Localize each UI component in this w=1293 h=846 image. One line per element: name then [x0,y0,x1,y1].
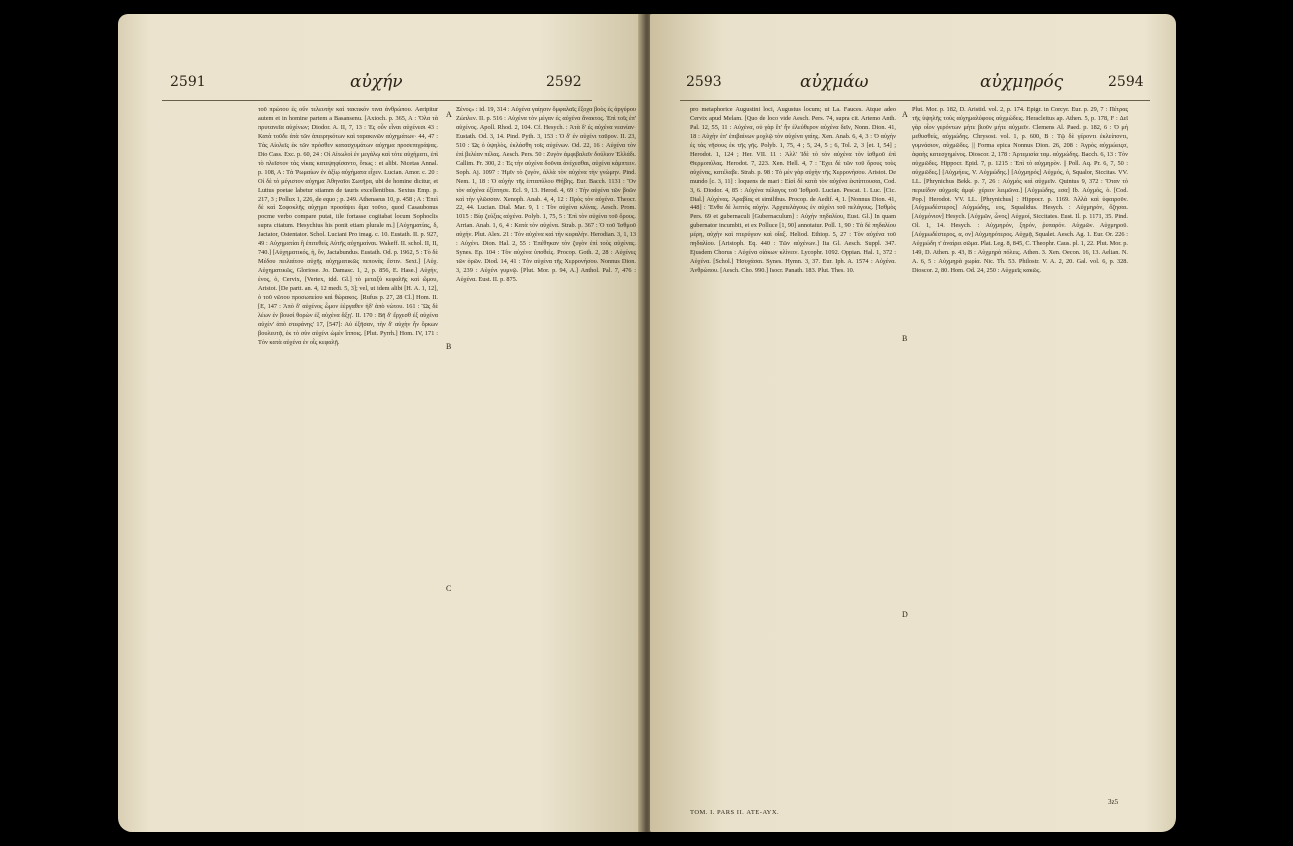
text-column [912,106,1128,806]
left-page [118,14,644,832]
text-column [258,106,438,806]
column-marker: A [902,110,908,119]
running-headword: αὐχμηρός [980,72,1064,92]
column-marker: D [902,610,908,619]
page-number: 2591 [170,74,206,90]
page-footer: TOM. I. PARS II. ΑΤΕ-ΑΥΧ. [690,809,780,816]
signature-mark: 3z5 [1108,798,1119,806]
running-headword: αὐχήν [350,72,403,92]
page-number: 2592 [546,74,582,90]
right-page [650,14,1176,832]
header-rule [680,100,1150,101]
column-text: τοῦ πρώτου ἐς οὖν τελευτὴν καὶ τακτικόν τινα ἀνθρώπου. Aeripitur autem et in homine partem a Basansenu. [Axioch. p. 365, A : Ὅλα τὰ πρυτανεῖα αὐχένων; Diodor. A. II, 7, 13 : Ἐς οὖν εἶναι αὐχένεσι 43 : Κατὰ τοῦδε ἀτὰ τῶν ἀπειρηκότων καὶ ταρακινῶν αὐχημάτων· 44, 47 : Τὰς Αἰολεῖς ἐκ τῶν πρόσθεν κατασχυμάτων αὐχημα προσεπιγράψας. Dio Cass. Exc. p. 60, 24 : Οἱ Αἰτωλοὶ ἐν μεγάλῳ καὶ τότε αὐχήματι, ἐπὶ τὸ πλεῖστον τὰς νίκας κατεψηφίσαντο, ὅπως : et alibi. Nicetas Annal. p. 108, A : Τὰ Ῥωμαίων ἐν ἀξίῳ αὐχήματα εἶχεν. Lucian. Amor. c. 20 : Οἱ δὲ τὸ μέγιστον αὐχημα Ἀθηναῖοι Σωτῆρα, ubi de homine dicitur, et Luttus poetae labetur stiamm de tauris excellentibus. Sextus Emp. p. 217, 3 ; Pollux 1, 226, de equo ; p. 249. Athenaeus 10, p. 458 ; A : Ἐπεὶ δὲ καὶ Σοφοκλῆς αὐχημα προσάψει ἄμα τοῦτο, quod Casaubonus pocme verbo compare putat, iile fortasse cogitabat locum Sophoclis supra citatum. Hesychius his ponit etiam plurale m.] [Αὐχηματίας, δ, Jactator, Ostentator. Schol. Luciani Pro imag. c. 10. Eustath. II. p. 927, 49 : Αὐχηματίαι ἢ ἐπιτεθείς Αὐτῆς αὐχημαίναι. Wakeff. II. schol. II, II, 740.] [Αὐχηματικός, ἡ, ὄν, Jactabundus. Eustath. Od. p. 1962, 5 : Τὸ δὲ Μέδου πειλαίτου αὐχῆς αὐχηματικῶς πεπονὰς ἔστιν. Sext.] [Αὐχ. Αὐχηματικῶς, Gloriose. Jo. Damasc. 1, 2, p. 856, E. Hase.] Αὐχήν, ένος, ὁ, Cervix, [Vertex, idd. Gl.] τὸ μεταξὺ κεφαλῆς καὶ ὤμου, Aristot. [De partt. an. 4, 12 medi. 5, 3]; vel, ut idem alibi [H. A. 1, 12], ὁ τοῦ νῶτου προσωπείου καὶ θώρακος. [Rufus p. 27, 28 Cl.] Hom. II. [E, 147 : Ἀπὸ δ' αὐχένος ὦμον ἐέργαθεν ἠδ' ἀπὸ νώτου. 161 : Ὣς δὲ λέων ἐν βουσὶ θορὼν ἐξ αὐχένα ἄξῃ'. II. 170 : Βῆ δ' ἔρχεσθ ἐξ αὐχένα αὐχὲν' ἀπὸ στεφάνης' 17, [547]: Αὐ ἐξῆσαν, τὴν δ' αὐχὴν ἦν ὄρκων βουλευτᾷ, ἐκ τὸ σὺν αὐχένι ὡμὲν ἵπποις. [Plut. Pyrrh.] Hom. IV, 171 : Τὸν κατὰ αὐχένα ἐν οἷς κεφαλῇ. [258,106,438,346]
left-page-header [118,72,644,96]
text-column [690,106,896,806]
header-rule [162,100,592,101]
open-book [118,14,1176,832]
column-text: Ξένος» : id. 19, 314 : Αὐχένα γαίῃσιν ὄμφαλαῖς ἔξοχα βοὸς ἐς ἀργύρου Ζώπλεν. II. p. 516 : Αὐχένα τὸν μέγαν ἐς αὐχένα ἄνακτος. Ἐπὶ τοῖς ἐπ' αὐχένος. Apoll. Rhod. 2, 104. Cf. Hesych. : Ἀτὰ δ' ἐς αὐχένα νεανίαν· Eustath. Od. 3, 14. Pind. Pyth. 3, 153 : Ὁ δ' ἐν αὐχένι ταῦρον. II. 23, 510 : Ὡς ὁ ὑψηλὸς, ἐκλάσθη τοῖς αὐχένων. Od. 22, 16 : Αὐχένα τὸν ἐπὶ βελέαν πέλας. Aesch. Pers. 50 : Ζυγὸν ἀμφιβαλεῖν δούλιον Ἑλλάδι. Callim. Fr. 300, 2 : Ἐς τὴν αὐχένα δοῦναι ἀνέχεσθαι, αὐχένα κάμπτειν. Soph. Aj. 1097 : Ἡμῖν τὸ ζυγὸν, ἀλλὰ τὸν αὐχένα τὴν γνώμην. Pind. Nem. 1, 18 : Ὁ αὐχὴν τῆς ἑπταπύλου Θήβης. Eur. Bacch. 1131 : Ὃν τὸν αὐχένα ἐξίπτησε. Ecl. 9, 13. Herod. 4, 69 : Τὴν αὐχένα τῶν βοῶν καὶ τὴν γλῶσσαν. Xenoph. Anab. 4, 4, 12 : Πρὸς τὸν αὐχένα. Theocr. 22, 44. Lucian. Dial. Mar. 9, 1 : Τὸν αὐχένα κλίνας. Aesch. Prom. 1015 : Βίᾳ ζεύξας αὐχένα. Polyb. 1, 75, 5 : Ἐπὶ τὸν αὐχένα τοῦ ὄρους. Arrian. Anab. 1, 6, 4 : Κατὰ τὸν αὐχένα. Strab. p. 367 : Ὁ τοῦ Ἰσθμοῦ αὐχήν. Plut. Alex. 21 : Τὸν αὐχένα καὶ τὴν κεφαλὴν. Herodian. 3, 1, 13 : Αὐχένι. Dion. Hal. 2, 55 : Ἐπέθηκαν τὸν ζυγὸν ἐπὶ τοὺς αὐχένας. Synes. Ep. 104 : Τὸν αὐχένα ὑποθεὶς. Procop. Goth. 2, 28 : Αὐχένες τῶν ὀρῶν. Diod. 14, 41 : Τὸν αὐχένα τῆς Χερρονήσου. Nonnus Dion. 3, 239 : Αὐχένι γυμνῷ. [Plut. Mor. p. 94, A.] Anthol. Pal. 7, 476 : Αὐχένα. Eust. II. p. 875. [456,106,636,284]
running-headword: αὐχμάω [800,72,869,92]
column-text: pro metaphorice Augustini loci, Augustus locum; ut La. Fauces. Atque adeo Cervix apud Melam. [Quo de loco vide Aesch. Pers. 74, supra cit. Artemo Anth. Pal. 12, 55, 11 : Αὐχένα, οὐ γὰρ ἔτ' ἦν ἐλεύθερον αὐχένα δεῖν, Nonn. Dion. 41, 18 : Αὐχὴν ἐπ' ἐπιβαίνων μοχλῷ τὸν αὐχένα γαίης. Xen. Anab. 6, 4, 3 : Ὁ αὐχὴν ἐς τὰς νῆσους ἐκ τῆς γῆς. Polyb. 1, 75, 4 ; 5, 24, 5 ; 6, Tol. 2, 3 [et. I, 54] ; Herodot. 1, 124 ; Her. VII. 11 : Ἀλλ' Ἰδὲ τὸ τὸν αὐχένα τὸν ἰσθμοῦ ἐπὶ Θερμοπύλας. Herodot. 7, 223. Xen. Hell. 4, 7 : Ἔχει δὲ τῶν τοῦ ὄρους τοὺς αὐχένας, κατέλαβε. Strab. p. 98 : Τὸ μὲν γὰρ αὐχὴν τῆς Χερρονήσου. Aristot. De mundo [c. 3, 11] : loquens de mari : Εἰσὶ δὲ κατὰ τὸν αὐχένα ἐκπίπτουσαι, Cod. 3, 6. Diodor. 4, 85 : Αὐχένα πέλαγος τοῦ Ἰσθμοῦ. Lucian. Pescat. 1. Luc. [Cic. Dial.] Αὐχένας. Ἀραβίας et similibus. Procop. de Aedif. 4, 1. [Nonnus Dion. 41, 448] : Ἔνθα δὲ λεπτὸς αὐχὴν. Ἀρχιπελάγους ἐν αὐχένι τοῦ πελάγους. [Ἰσθμὸς Pers. 69 et gubernaculi [Gubernaculum] : Αὐχὴν πηδαλίου, Eust. Gl.] In quam gubernator incumbit, et ex Polluce [1, 90] annotatur. Poll. 1, 90 : Τὰ δὲ πηδαλίου μέρη, αὐχὴν καὶ πτερύγιον καὶ οἴαξ. Heliod. Ethiop. 5, 27 : Τὸν αὐχένα τοῦ πηδαλίου. [Aristoph. Eq. 440 : Τῶν αὐχένων.] Ita Gl. Aesch. Suppl. 347. Ejusdem Chorus : Αὐχένα οἰάκων κλίνειν. Lycophr. 1092. Oppian. Hal. 1, 372 : Αὐχένα. [Schol.] Ἡσυχάσαι. Synes. Hymn. 3, 37. Eur. Iph. A. 1574 : Αὐχένα. Ἀνθρώπου. [Aesch. Cho. 990.] Isocr. Panath. 183. Plut. Thes. 10. [690,106,896,275]
page-number: 2593 [686,74,722,90]
right-page-header [650,72,1176,96]
text-column [456,106,636,806]
column-marker: C [446,584,452,593]
column-marker: B [446,342,452,351]
column-marker: A [446,110,452,119]
page-number: 2594 [1108,74,1144,90]
column-text: Plut. Mor. p. 182, D. Aristid. vol. 2, p. 174. Epigr. in Corcyr. Eur. p. 29, 7 : Πέτρας τῆς ὑψηλῆς τοὺς αὐχημαλύφους αὐχμώδεις. Heracleitus ap. Athen. 5, p. 178, F : Δεῖ γὰρ οἶον γερόντων μήτε βιοῦν μήτε αὐχμεῖν. Clemens Al. Paed. p. 182, 6 : Ὁ μὴ μεθυσθείς, αὐχμώδης. Chrysost. vol. 1, p. 600, B : Τῷ δὲ γέροντι ἐκλείποντι, γυμνάσιον, αὐχμῶδες. || Forma epica Nonnus Dion. 26, 208 : Ἀγρὸς αὐχμώειςσ, ἀφαὴς κατεσχημένος. Dioscor. 2, 178 : Ἀρτεμισία ταμ. αὐχμώδης. Bacch. 6, 13 : Τὸν αὐχμῶδες. Hippocr. Epid. 7, p. 1215 : Ἐπὶ τὸ αὐχμηρὸν. || Poll. Aq. Pr. 6, 7, 50 : αὐχμῶδες.] [Αὐχμήεις, V. Αὐχμώδης.] [Αὐχμηρός] Αὐχμός, ὁ, Squalor, Siccitas. VV. LL. [Phrynichus Bekk. p. 7, 26 : Αὐχμὸς καὶ αὐχμεῖν. Quintus 9, 372 : Ὅταν τὸ περιείδον αὐχμοῖς ἀμφί· χέρειν λειμῶνα.] [Αὐχμώδης, εσα] Ib. Αὐχμός, ὁ. [Cod. Pop.] Herodot. VV. LL. [Phrynichus] : Hippocr. p. 1169. Ἀλλὰ καὶ ὑφαιροῦν. [Αὐχμωδέστερος] Αὐχμώδης, εος, Squalidus. Hesych. : Αὐχμηρὸν, ὄζησαι. [Αὐχμόνιον] Hesych. [Αὐχμῶν, ὦνος] Αὐχμοί, Siccitates. Eust. Il. p. 1171, 35. Pind. Ol. 1, 14. Hesych. : Αὐχμηρόν, ξηρόν, ῥυπαρόν. Αὐχμῶν. Αὐχμηροῦ. [Αὐχμωδέστερος, α, ον] Αὐχμηρότερος. Αὐχμᾷ, Squalet. Aesch. Ag. 1. Eur. Or. 226 : Αὐχμώδη τ' ἀναίρει σῶμα. Plat. Leg. 8, 845, C. Theophr. Caus. pl. 1, 22. Plut. Mor. p. 149, D. Athen. p. 43, B : Αὐχμηρὰ πόλεις. Athen. 3. Xen. Oecon. 16, 13. Aelian. N. A. 6, 5 : Αὐχμηρὰ χωρία. Nic. Th. 53. Philostr. V. A. 2, 20. Gal. vol. 6, p. 328. Dioscor. 2, 80. Hom. Od. 24, 250 : Αὐχμεῖς κακῶς. [912,106,1128,275]
column-marker: B [902,334,908,343]
